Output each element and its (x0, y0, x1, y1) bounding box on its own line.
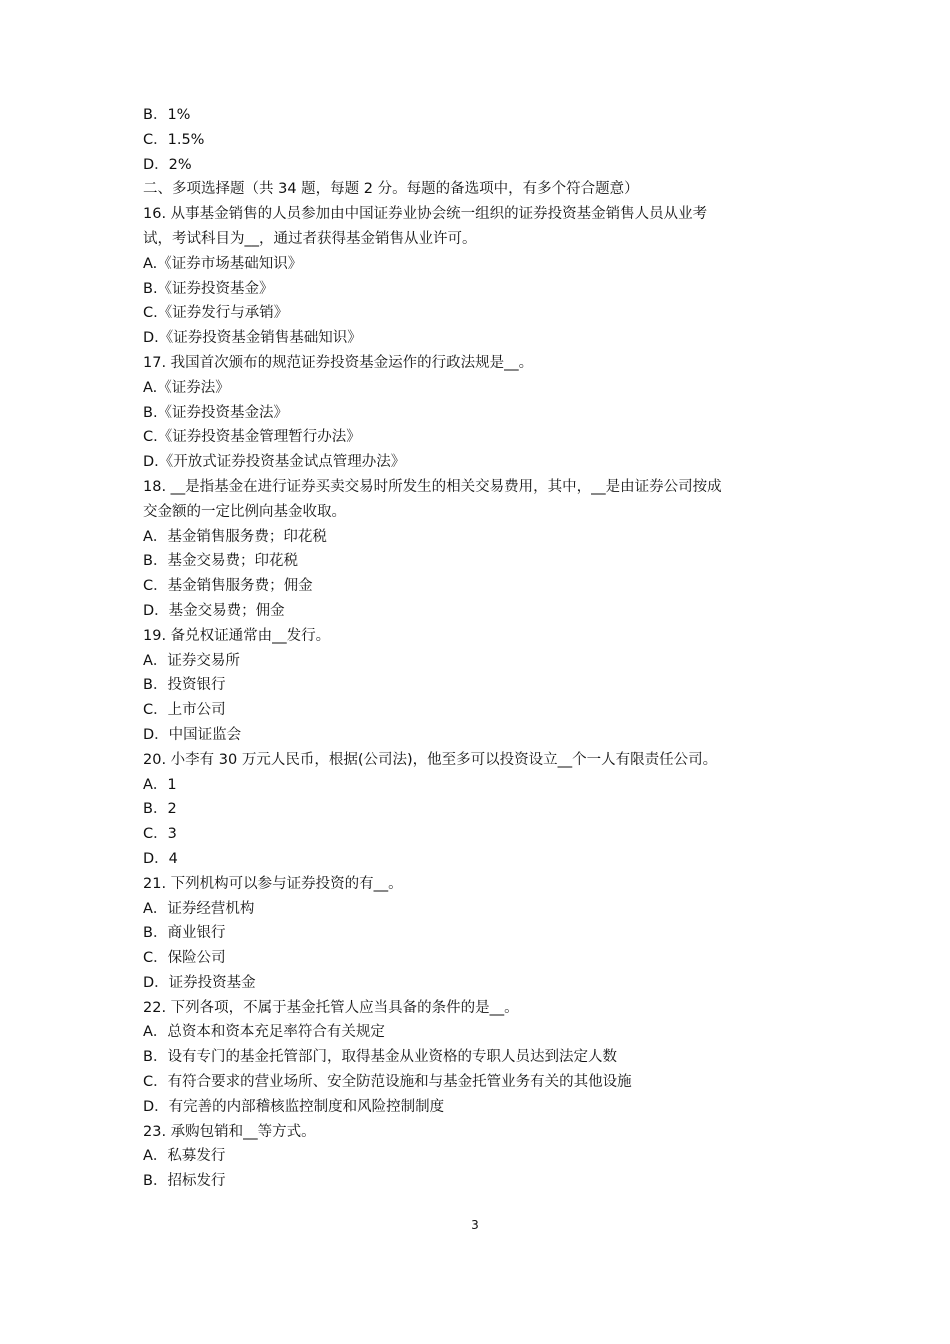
text-line: A.《证券市场基础知识》 (143, 255, 303, 272)
text-line: C．1.5% (143, 131, 205, 148)
page-number: 3 (471, 1218, 479, 1232)
text-line: A．基金销售服务费；印花税 (143, 528, 327, 545)
text-line: A．私募发行 (143, 1148, 226, 1165)
text-line: 试，考试科目为__，通过者获得基金销售从业许可。 (143, 230, 477, 247)
text-line: 20. 小李有 30 万元人民币，根据(公司法)，他至多可以投资设立__个一人有限责任公司。 (143, 751, 718, 768)
text-line: A.《证券法》 (143, 379, 230, 396)
text-line: 23. 承购包销和__等方式。 (143, 1123, 316, 1140)
text-line: 19. 备兑权证通常由__发行。 (143, 627, 331, 644)
text-line: 21. 下列机构可以参与证券投资的有__。 (143, 875, 403, 892)
text-line: C．上市公司 (143, 702, 226, 719)
text-line: D．2% (143, 156, 192, 173)
text-line: 16. 从事基金销售的人员参加由中国证券业协会统一组织的证券投资基金销售人员从业考 (143, 206, 708, 223)
text-line: 二、多项选择题（共 34 题，每题 2 分。每题的备选项中，有多个符合题意） (143, 181, 639, 198)
text-line: D.《开放式证券投资基金试点管理办法》 (143, 454, 406, 471)
text-line: A．证券经营机构 (143, 900, 255, 917)
text-line: C．3 (143, 826, 177, 843)
text-line: B．招标发行 (143, 1173, 226, 1190)
text-line: B．投资银行 (143, 677, 226, 694)
text-line: C.《证券投资基金管理暂行办法》 (143, 429, 361, 446)
text-line: B．商业银行 (143, 925, 226, 942)
page-body (143, 103, 823, 1194)
text-line: C．保险公司 (143, 950, 226, 967)
text-line: B．设有专门的基金托管部门，取得基金从业资格的专职人员达到法定人数 (143, 1049, 617, 1066)
text-line: 18. __是指基金在进行证券买卖交易时所发生的相关交易费用，其中，__是由证券公司按成 (143, 478, 722, 495)
text-line: B．1% (143, 107, 191, 123)
text-line: A．证券交易所 (143, 652, 240, 669)
text-line: B．2 (143, 801, 177, 818)
text-line: D．有完善的内部稽核监控制度和风险控制制度 (143, 1098, 445, 1115)
text-line: C.《证券发行与承销》 (143, 305, 289, 322)
text-line: D．4 (143, 850, 178, 867)
text-line: 22. 下列各项，不属于基金托管人应当具备的条件的是__。 (143, 999, 519, 1016)
text-line: D．基金交易费；佣金 (143, 602, 285, 619)
text-line: A．1 (143, 776, 177, 793)
text-line: B.《证券投资基金》 (143, 280, 274, 297)
text-line: B．基金交易费；印花税 (143, 553, 298, 570)
text-line: D.《证券投资基金销售基础知识》 (143, 330, 362, 347)
text-line: B.《证券投资基金法》 (143, 404, 289, 421)
text-line: 17. 我国首次颁布的规范证券投资基金运作的行政法规是__。 (143, 354, 534, 371)
text-line: D．证券投资基金 (143, 974, 256, 991)
text-line: A．总资本和资本充足率符合有关规定 (143, 1024, 385, 1041)
text-line: D．中国证监会 (143, 726, 242, 743)
text-line: C．基金销售服务费；佣金 (143, 578, 313, 595)
text-line: C．有符合要求的营业场所、安全防范设施和与基金托管业务有关的其他设施 (143, 1074, 632, 1091)
text-line: 交金额的一定比例向基金收取。 (143, 503, 346, 520)
